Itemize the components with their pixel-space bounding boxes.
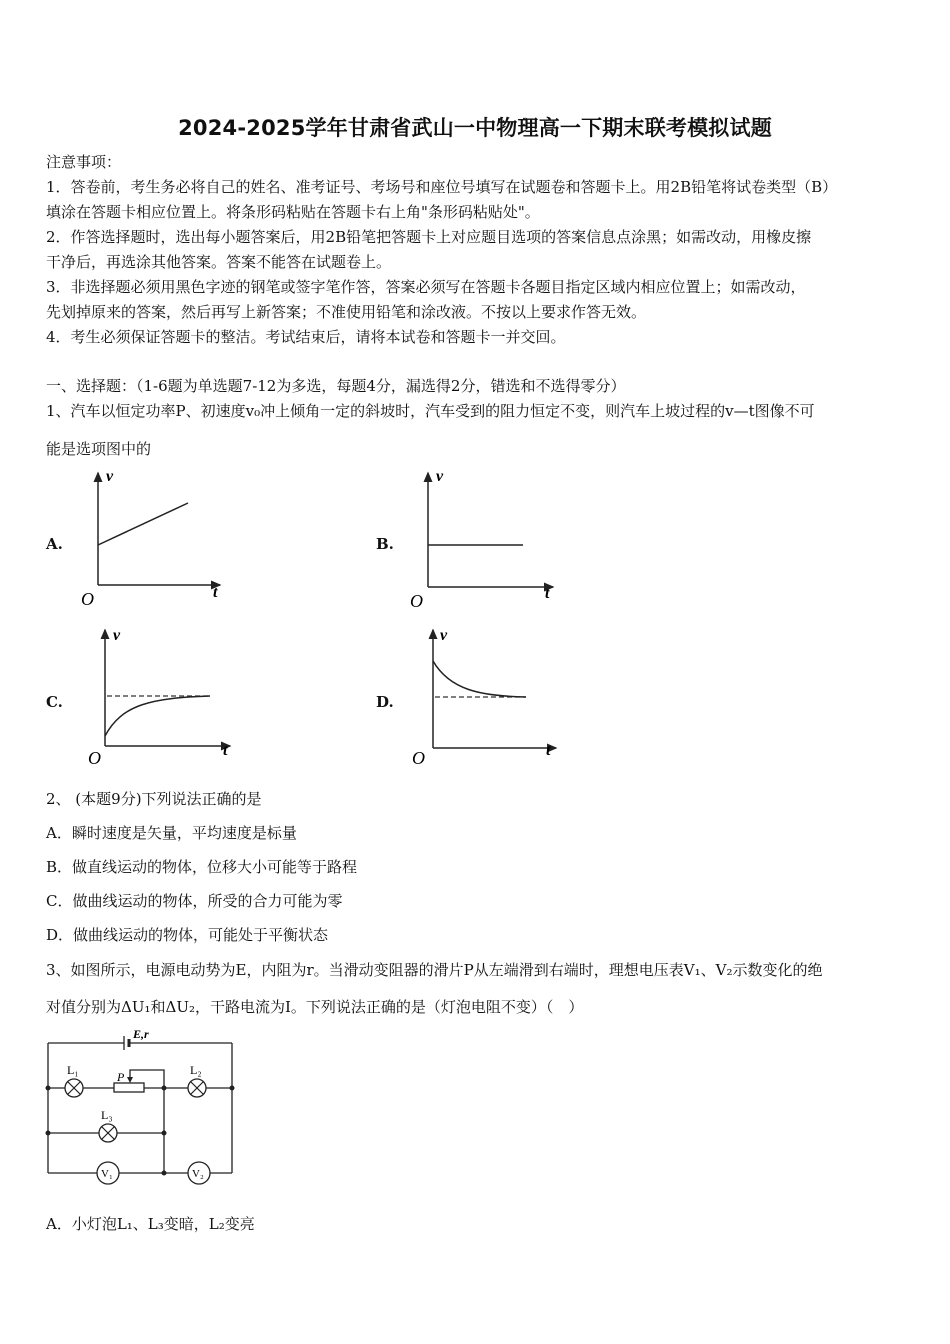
v2-label: V₂	[192, 1168, 204, 1180]
q2-option-c: C．做曲线运动的物体，所受的合力可能为零	[46, 892, 343, 910]
v-t-curve	[105, 696, 210, 736]
t-axis-label: t	[223, 742, 228, 759]
l3-label: L₃	[101, 1108, 113, 1122]
v1-label: V₁	[101, 1168, 113, 1180]
v-t-curve	[433, 661, 526, 697]
v-t-curve	[98, 503, 188, 545]
origin-label: O	[410, 591, 423, 610]
section-heading: 一、选择题：（1-6题为单选题7-12为多选，每题4分，漏选得2分，错选和不选得零分）	[46, 377, 626, 395]
v-axis-label: v	[436, 468, 444, 485]
origin-label: O	[88, 748, 101, 767]
q2-option-b: B．做直线运动的物体，位移大小可能等于路程	[46, 858, 358, 876]
t-axis-label: t	[213, 584, 218, 601]
l1-label: L₁	[67, 1063, 79, 1077]
graph-d	[410, 622, 570, 767]
notice-line: 3．非选择题必须用黑色字迹的钢笔或签字笔作答，答案必须写在答题卡各题目指定区域内相应位置上；如需改动，	[46, 278, 806, 296]
q2-option-a: A．瞬时速度是矢量，平均速度是标量	[46, 824, 297, 842]
notice-line: 填涂在答题卡相应位置上。将条形码粘贴在答题卡右上角"条形码粘贴处"。	[46, 203, 540, 221]
rheostat-icon	[114, 1083, 144, 1092]
q1-option-a-label: A.	[46, 535, 63, 553]
v-axis-label: v	[106, 468, 114, 485]
q3-stem-line1: 3、如图所示，电源电动势为E，内阻为r。当滑动变阻器的滑片P从左端滑到右端时，理想电压表V₁、V₂示数变化的绝	[46, 961, 823, 979]
notice-heading: 注意事项：	[46, 153, 122, 171]
notice-line: 先划掉原来的答案，然后再写上新答案；不准使用铅笔和涂改液。不按以上要求作答无效。	[46, 303, 647, 321]
q3-stem-line2: 对值分别为ΔU₁和ΔU₂，干路电流为I。下列说法正确的是（灯泡电阻不变）（ ）	[46, 998, 584, 1016]
q1-option-c-label: C.	[46, 693, 63, 711]
t-axis-label: t	[545, 585, 550, 602]
l2-label: L₂	[190, 1063, 202, 1077]
slider-label: P	[117, 1070, 125, 1084]
circuit-diagram	[40, 1025, 250, 1185]
graph-c	[82, 622, 242, 767]
graph-b	[405, 465, 565, 610]
notice-line: 1．答卷前，考生务必将自己的姓名、准考证号、考场号和座位号填写在试题卷和答题卡上。用2B铅笔将试卷类型（B）	[46, 178, 838, 196]
notice-line: 干净后，再选涂其他答案。答案不能答在试题卷上。	[46, 253, 392, 271]
q1-stem-line2: 能是选项图中的	[46, 440, 152, 458]
graph-a	[75, 465, 235, 610]
origin-label: O	[412, 748, 425, 767]
notice-line: 2．作答选择题时，选出每小题答案后，用2B铅笔把答题卡上对应题目选项的答案信息点涂黑；如需改动，用橡皮擦	[46, 228, 812, 246]
origin-label: O	[81, 589, 94, 609]
q1-option-d-label: D.	[376, 693, 394, 711]
page-title: 2024-2025学年甘肃省武山一中物理高一下期末联考模拟试题	[178, 116, 772, 140]
lamp-l3-icon	[99, 1124, 117, 1142]
q2-stem: 2、 (本题9分)下列说法正确的是	[46, 790, 262, 808]
lamp-l1-icon	[65, 1079, 83, 1097]
q1-stem-line1: 1、汽车以恒定功率P、初速度v₀冲上倾角一定的斜坡时，汽车受到的阻力恒定不变，则汽车上坡过程的v—t图像不可	[46, 402, 815, 420]
t-axis-label: t	[546, 742, 551, 759]
lamp-l2-icon	[188, 1079, 206, 1097]
source-label: E,r	[133, 1027, 149, 1041]
notice-line: 4．考生必须保证答题卡的整洁。考试结束后，请将本试卷和答题卡一并交回。	[46, 328, 566, 346]
junction-dots	[46, 1086, 235, 1176]
q3-option-a: A．小灯泡L₁、L₃变暗，L₂变亮	[46, 1215, 255, 1233]
q2-option-d: D．做曲线运动的物体，可能处于平衡状态	[46, 926, 329, 944]
q1-option-b-label: B.	[376, 535, 394, 553]
v-axis-label: v	[113, 627, 121, 644]
v-axis-label: v	[440, 627, 448, 644]
